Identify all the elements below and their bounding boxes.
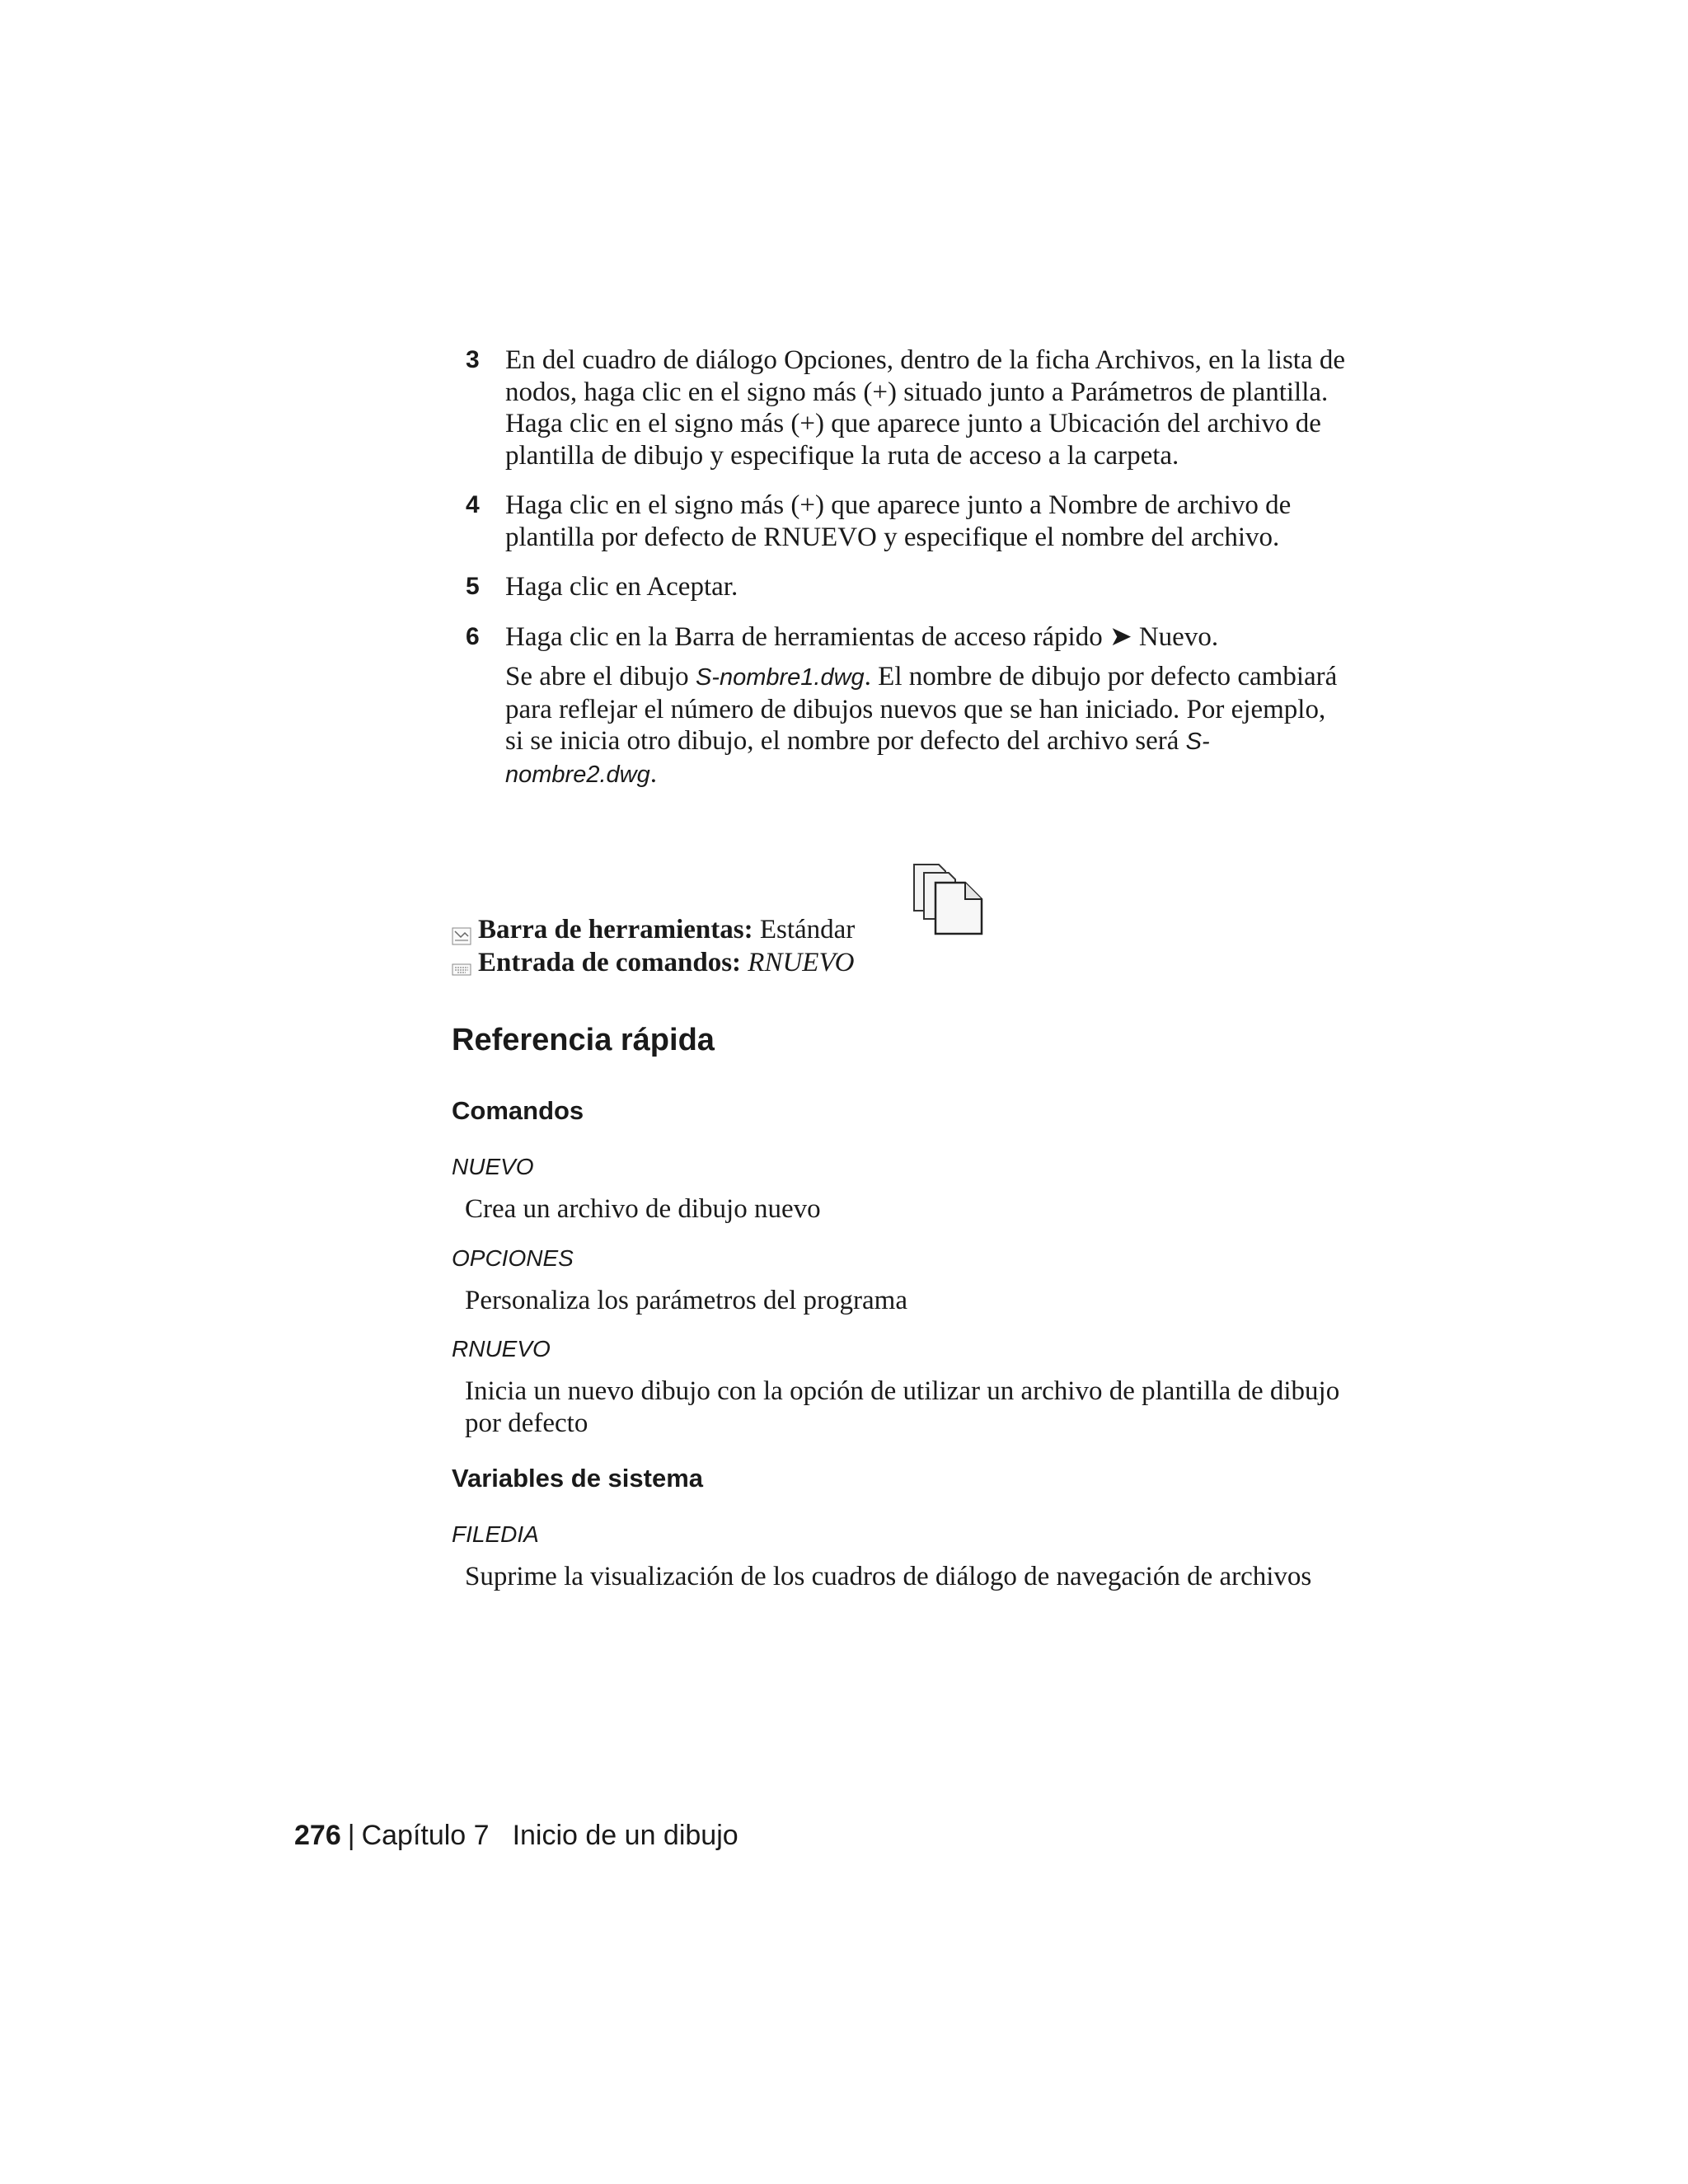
step-number: 3 (466, 346, 480, 373)
step-item (466, 344, 1348, 471)
command-name: RNUEVO (452, 1336, 551, 1361)
chapter-title: Inicio de un dibujo (512, 1820, 738, 1851)
command-value: RNUEVO (748, 948, 855, 977)
step-text: Haga clic en la Barra de herramientas de acceso rápido ➤ Nuevo. (505, 621, 1219, 652)
toolbar-icon (452, 921, 471, 939)
step-number: 4 (466, 491, 480, 518)
step-text: Haga clic en el signo más (+) que aparece junto a Nombre de archivo de plantilla por defecto de RNUEVO y especifique el nombre del archivo. (505, 490, 1292, 552)
sysvar-description: Suprime la visualización de los cuadros de diálogo de navegación de archivos (465, 1562, 1312, 1591)
note-filename-1: S-nombre1.dwg (695, 664, 865, 691)
step-item (466, 621, 1348, 791)
command-description: Crea un archivo de dibujo nuevo (465, 1194, 821, 1224)
toolbar-value: Estándar (759, 915, 856, 944)
chapter-label: Capítulo 7 (361, 1820, 490, 1851)
keyboard-icon (452, 954, 471, 972)
command-description: Inicia un nuevo dibujo con la opción de utilizar un archivo de plantilla de dibujo por defecto (465, 1376, 1340, 1438)
note-text-2: . El nombre de dibujo por defecto cambiará para reflejar el número de dibujos nuevos que se han iniciado. Por ejemplo, si se inicia otro dibujo, el nombre por defecto del archivo será (505, 662, 1338, 756)
page-footer (294, 1817, 738, 1854)
page-number: 276 (294, 1820, 341, 1851)
note-text-1: Se abre el dibujo (505, 662, 696, 691)
procedure-steps (466, 344, 1348, 808)
command-description: Personaliza los parámetros del programa (465, 1285, 907, 1315)
step-number: 5 (466, 573, 480, 600)
sysvar-name: FILEDIA (452, 1521, 539, 1547)
commands-heading: Comandos (452, 1096, 584, 1125)
command-access-row (452, 946, 855, 979)
step-item (466, 571, 1348, 603)
command-name: NUEVO (452, 1154, 534, 1179)
step-item (466, 490, 1348, 553)
step-note (505, 661, 1348, 790)
footer-separator: | (347, 1820, 355, 1851)
step-number: 6 (466, 622, 480, 650)
note-filename-2: S-nombre2.dwg (505, 729, 1210, 788)
command-name: OPCIONES (452, 1244, 574, 1271)
note-text-3: . (649, 758, 657, 789)
quick-reference (452, 1020, 1367, 1611)
toolbar-label: Barra de herramientas: (478, 915, 753, 944)
step-text: Haga clic en Aceptar. (505, 572, 738, 602)
step-text: En del cuadro de diálogo Opciones, dentro de la ficha Archivos, en la lista de nodos, haga clic en el signo más (+) situado junto a Parámetros de plantilla. Haga clic en el signo más (+) que aparece junto a Ubicación del archivo de plantilla de dibujo y especifique la ruta de acceso a la carpeta. (505, 345, 1346, 471)
new-drawing-icon (911, 861, 987, 937)
sysvars-heading: Variables de sistema (452, 1464, 704, 1493)
toolbar-access-row (452, 913, 855, 946)
access-methods (452, 913, 855, 979)
quick-reference-title: Referencia rápida (452, 1023, 715, 1057)
command-label: Entrada de comandos: (478, 948, 742, 977)
